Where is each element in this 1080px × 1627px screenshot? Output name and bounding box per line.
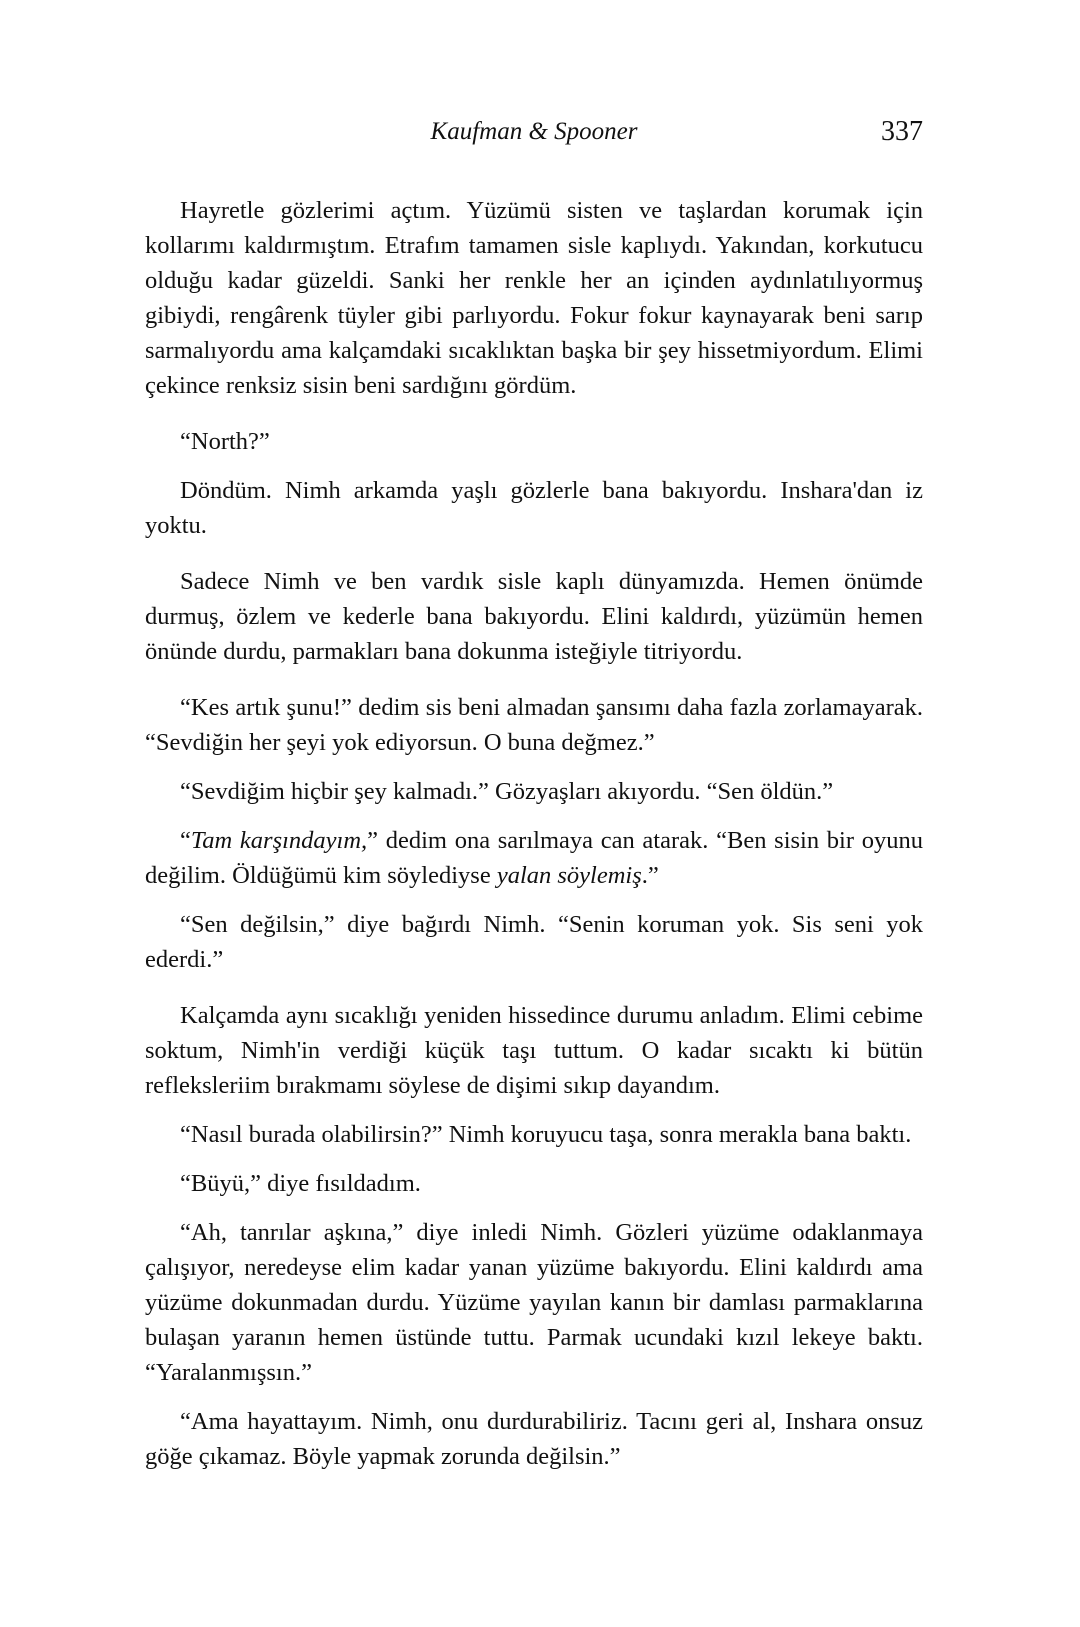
paragraph-6: “Sevdiğim hiçbir şey kalmadı.” Gözyaşları akıyordu. “Sen öldün.” xyxy=(180,778,834,805)
paragraph-7-italic-1: Tam karşındayım, xyxy=(190,827,368,854)
body-text xyxy=(145,193,923,1474)
paragraph-13: “Ama hayattayım. Nimh, onu durdurabiliriz. Tacını geri al, Inshara onsuz göğe çıkamaz. Böyle yapmak zorunda değilsin.” xyxy=(145,1408,923,1470)
paragraph-4: Sadece Nimh ve ben vardık sisle kaplı dünyamızda. Hemen önümde durmuş, özlem ve kederle bana bakıyordu. Elini kaldırdı, yüzümün hemen önünde durdu, parmakları bana dokunma isteğiyle titriyordu. xyxy=(145,568,923,665)
running-header xyxy=(145,112,923,152)
running-title: Kaufman & Spooner xyxy=(430,118,638,145)
paragraph-3: Döndüm. Nimh arkamda yaşlı gözlerle bana bakıyordu. Inshara'dan iz yoktu. xyxy=(145,477,923,539)
paragraph-11: “Büyü,” diye fısıldadım. xyxy=(180,1170,421,1197)
paragraph-8: “Sen değilsin,” diye bağırdı Nimh. “Senin koruman yok. Sis seni yok ederdi.” xyxy=(145,911,923,973)
paragraph-5: “Kes artık şunu!” dedim sis beni almadan şansımı daha fazla zorlamayarak. “Sevdiğin her şeyi yok ediyorsun. O buna değmez.” xyxy=(145,694,923,756)
paragraph-7-open-quote: “ xyxy=(180,827,191,854)
paragraph-2: “North?” xyxy=(180,428,270,455)
paragraph-7-italic-2: yalan söylemiş xyxy=(496,862,642,889)
page-number: 337 xyxy=(881,116,923,147)
paragraph-7-close: .” xyxy=(641,862,659,889)
paragraph-9: Kalçamda aynı sıcaklığı yeniden hissedince durumu anladım. Elimi cebime soktum, Nimh'in verdiği küçük taşı tuttum. O kadar sıcaktı ki bütün refleksleriim bırakmamı söylese de dişimi sıkıp dayandım. xyxy=(145,1002,923,1099)
paragraph-1: Hayretle gözlerimi açtım. Yüzümü sisten ve taşlardan korumak için kollarımı kaldırmıştım. Etrafım tamamen sisle kaplıydı. Yakından, korkutucu olduğu kadar güzeldi. Sanki her renkle her an içinden aydınlatılıyormuş gibiydi, rengârenk tüyler gibi parlıyordu. Fokur fokur kaynayarak beni sarıp sarmalıyordu ama kalçamdaki sıcaklıktan başka bir şey hissetmiyordum. Elimi çekince renksiz sisin beni sardığını gördüm. xyxy=(145,197,923,399)
paragraph-7 xyxy=(145,823,923,893)
paragraph-12: “Ah, tanrılar aşkına,” diye inledi Nimh. Gözleri yüzüme odaklanmaya çalışıyor, neredeyse elim kadar yanan yüzüme bakıyordu. Elini kaldırdı ama yüzüme dokunmadan durdu. Yüzüme yayılan kanın bir damlası parmaklarına bulaşan yaranın hemen üstünde tuttu. Parmak ucundaki kızıl lekeye baktı. “Yaralanmışsın.” xyxy=(145,1219,923,1386)
paragraph-7-middle: ” dedim ona sarılmaya can atarak. “Ben sisin bir oyunu değilim. Öldüğümü kim söylediyse xyxy=(145,827,923,889)
paragraph-10: “Nasıl burada olabilirsin?” Nimh koruyucu taşa, sonra merakla bana baktı. xyxy=(180,1121,912,1148)
